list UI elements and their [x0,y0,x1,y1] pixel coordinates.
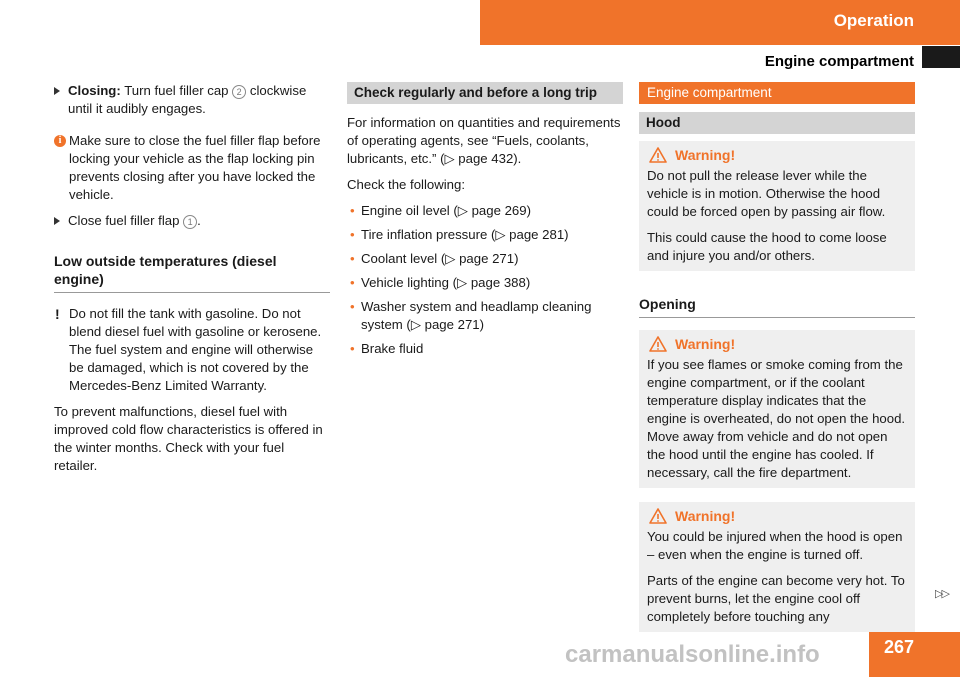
bullet-icon: • [350,299,355,314]
bullet-icon: • [350,341,355,356]
warning-text: Do not pull the release lever while the vehicle is in motion. Otherwise the hood could be forced open by passing air flow. [647,168,886,219]
warning-header [647,507,907,525]
warning-header [647,146,907,164]
warning-box [639,502,915,632]
column-right [639,82,915,632]
closing-label: Closing: [68,83,121,98]
continued-arrow-icon: ▷▷ [935,588,948,600]
close-flap-step [54,212,330,230]
warning-text: This could cause the hood to come loose and injure you and/or others. [647,230,887,263]
info-note-text: Make sure to close the fuel filler flap before locking your vehicle as the flap locking pin prevents closing after you have locked the vehicle. [69,133,321,202]
callout-number: 2 [232,85,246,99]
closing-text-b: clockwise until it audibly engages. [68,83,307,116]
warning-header [647,335,907,353]
column-left [54,82,330,475]
subsection-title: Engine compartment [764,53,914,70]
caution-note [54,305,330,395]
callout-number: 1 [183,215,197,229]
warning-text: You could be injured when the hood is open – even when the engine is turned off. [647,529,903,562]
closing-step [54,82,330,118]
diesel-paragraph: To prevent malfunctions, diesel fuel with improved cold flow characteristics is offered in the winter months. Check with your fuel retailer. [54,404,323,473]
close-flap-text: Close fuel filler flap [68,213,180,228]
section-title: Operation [833,11,914,30]
list-item: • Brake fluid [350,341,424,356]
warning-title: Warning! [675,147,736,163]
close-flap-end: . [197,213,201,228]
list-item: • Washer system and headlamp cleaning system (▷ page 271) [350,299,592,332]
bullet-icon: • [350,275,355,290]
info-icon: i [54,135,66,147]
warning-text: If you see flames or smoke coming from the engine compartment, or if the coolant temperature display indicates that the engine is overheated, do not open the hood. Move away from vehicle and do not open the hood until the engine has cooled. If necessary, call the fire department. [647,357,906,480]
warning-title: Warning! [675,508,736,524]
header-tab-marker [922,46,960,68]
warning-triangle-icon [649,336,667,352]
warning-triangle-icon [649,508,667,524]
warning-triangle-icon [649,147,667,163]
page-number: 267 [883,637,914,657]
caution-text: Do not fill the tank with gasoline. Do not blend diesel fuel with gasoline or kerosene. The fuel system and engine will otherwise be damaged, which is not covered by the Mercedes-Benz Limited Warranty. [69,306,322,393]
list-item: • Vehicle lighting (▷ page 388) [350,275,531,290]
bullet-icon: • [350,251,355,266]
check-following-label: Check the following: [347,177,466,192]
warning-text: Parts of the engine can become very hot. To prevent burns, let the engine cool off completely before touching any [647,573,905,624]
info-note [54,132,330,204]
closing-text-a: Turn fuel filler cap [124,83,229,98]
warning-box [639,141,915,271]
opening-heading: Opening [639,295,915,318]
page-number-box [869,632,960,677]
watermark: carmanualsonline.info [565,641,820,668]
check-regularly-heading: Check regularly and before a long trip [347,82,623,104]
list-item: • Coolant level (▷ page 271) [350,251,519,266]
operating-agents-intro: For information on quantities and requirements of operating agents, see “Fuels, coolants, lubricants, etc.” (▷ page 432). [347,115,621,166]
step-arrow-icon [54,217,60,225]
warning-box [639,330,915,488]
bullet-icon: • [350,227,355,242]
subheading-low-temperatures: Low outside temperatures (diesel engine) [54,252,330,293]
list-item: • Engine oil level (▷ page 269) [350,203,531,218]
warning-title: Warning! [675,336,736,352]
caution-icon: ! [55,306,60,322]
hood-heading: Hood [639,112,915,134]
step-arrow-icon [54,87,60,95]
bullet-icon: • [350,203,355,218]
engine-compartment-heading: Engine compartment [639,82,915,104]
list-item: • Tire inflation pressure (▷ page 281) [350,227,569,242]
column-middle [347,82,623,364]
